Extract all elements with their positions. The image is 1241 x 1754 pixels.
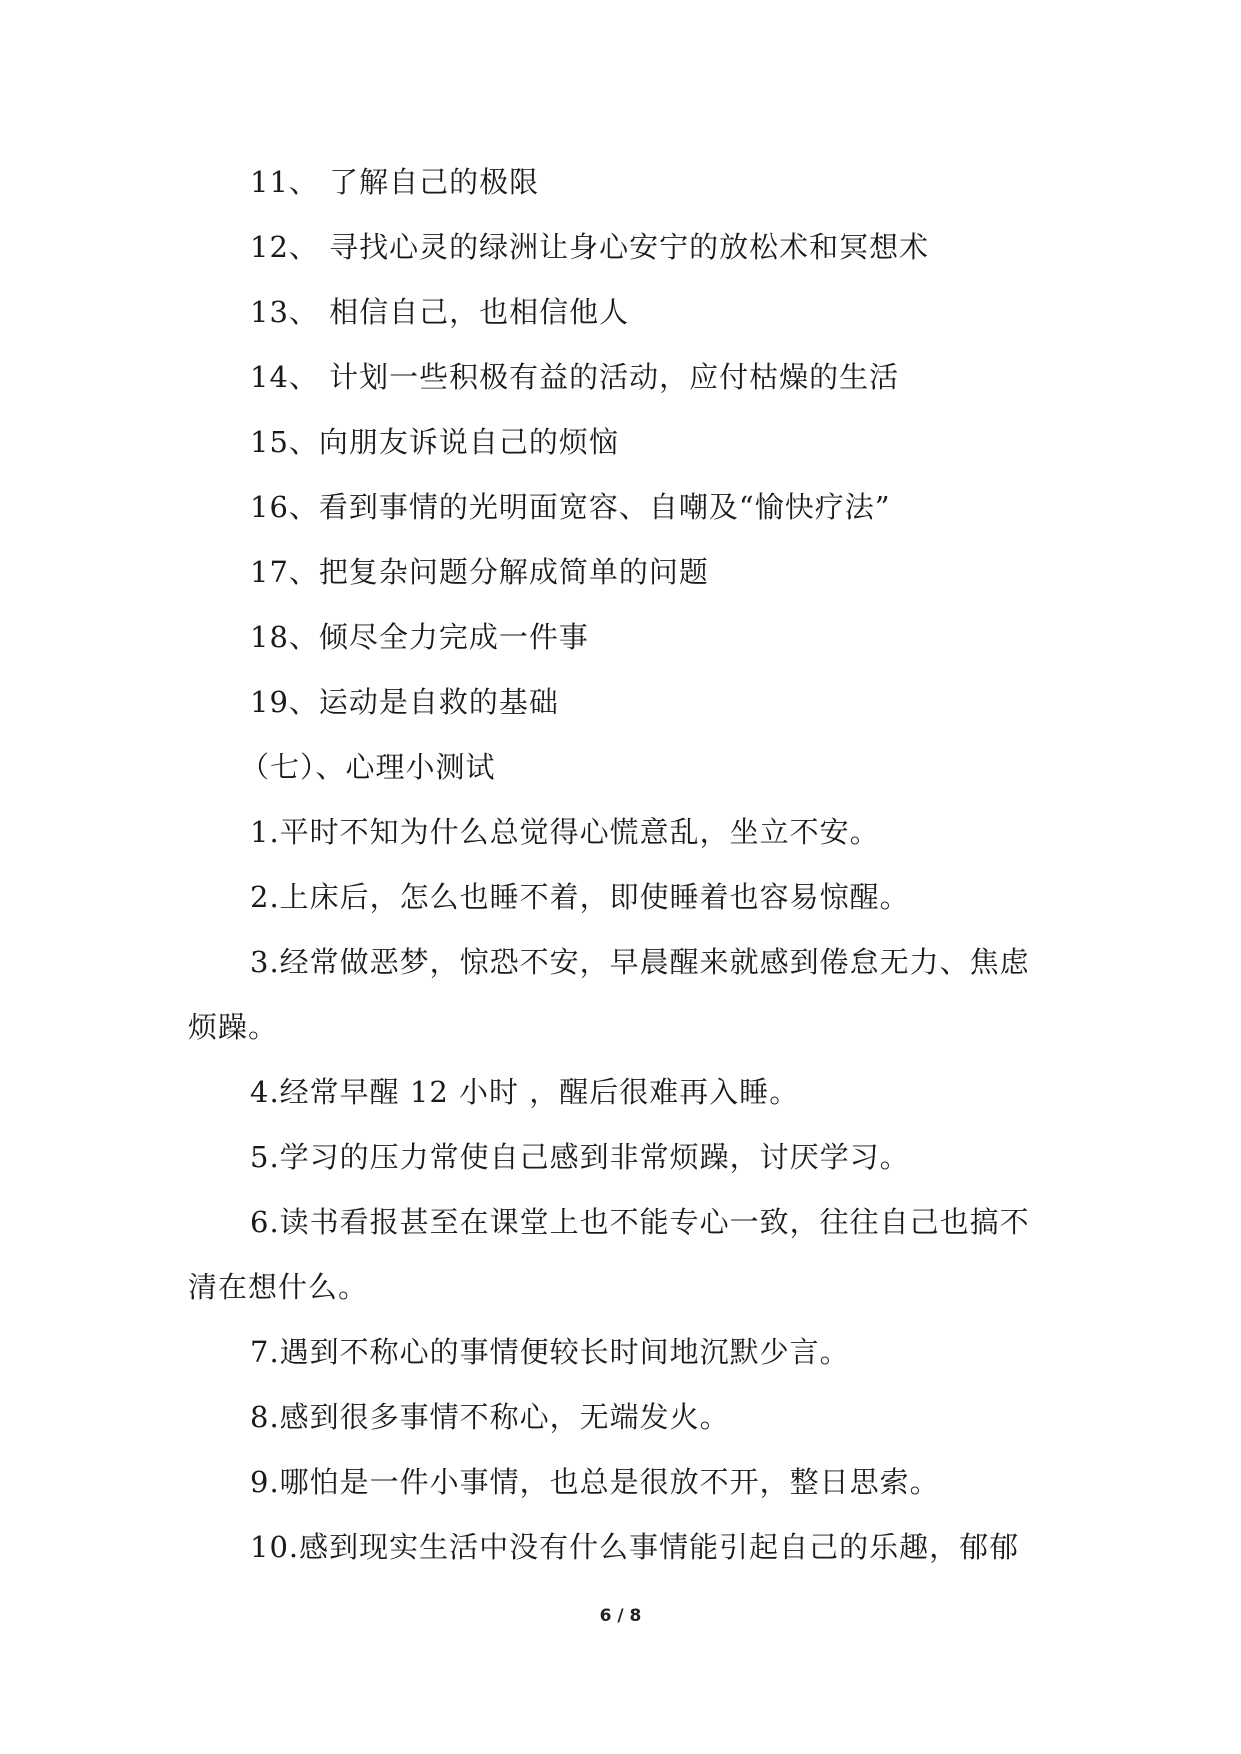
list-item-11: 11、 了解自己的极限 xyxy=(250,165,540,199)
test-item-10: 10.感到现实生活中没有什么事情能引起自己的乐趣，郁郁 xyxy=(250,1530,1020,1564)
list-item-19: 19、运动是自救的基础 xyxy=(250,685,559,719)
list-item-18: 18、倾尽全力完成一件事 xyxy=(250,620,589,654)
test-item-7: 7.遇到不称心的事情便较长时间地沉默少言。 xyxy=(250,1335,850,1369)
list-item-15: 15、向朋友诉说自己的烦恼 xyxy=(250,425,619,459)
list-item-13: 13、 相信自己，也相信他人 xyxy=(250,295,630,329)
test-item-1: 1.平时不知为什么总觉得心慌意乱，坐立不安。 xyxy=(250,815,880,849)
list-item-16: 16、看到事情的光明面宽容、自嘲及“愉快疗法” xyxy=(250,490,891,524)
test-item-3: 3.经常做恶梦，惊恐不安，早晨醒来就感到倦怠无力、焦虑 xyxy=(250,945,1030,979)
test-item-9: 9.哪怕是一件小事情，也总是很放不开，整日思索。 xyxy=(250,1465,940,1499)
test-item-3-continued: 烦躁。 xyxy=(188,1010,279,1044)
test-item-4: 4.经常早醒 12 小时 ，醒后很难再入睡。 xyxy=(250,1075,800,1109)
list-item-17: 17、把复杂问题分解成简单的问题 xyxy=(250,555,709,589)
section-heading: （七）、心理小测试 xyxy=(240,750,496,784)
test-item-5: 5.学习的压力常使自己感到非常烦躁，讨厌学习。 xyxy=(250,1140,910,1174)
test-item-6: 6.读书看报甚至在课堂上也不能专心一致，往往自己也搞不 xyxy=(250,1205,1030,1239)
test-item-8: 8.感到很多事情不称心，无端发火。 xyxy=(250,1400,730,1434)
test-item-6-continued: 清在想什么。 xyxy=(188,1270,369,1304)
page-number: 6 / 8 xyxy=(599,1606,642,1626)
list-item-14: 14、 计划一些积极有益的活动，应付枯燥的生活 xyxy=(250,360,900,394)
test-item-2: 2.上床后，怎么也睡不着，即使睡着也容易惊醒。 xyxy=(250,880,910,914)
list-item-12: 12、 寻找心灵的绿洲让身心安宁的放松术和冥想术 xyxy=(250,230,930,264)
